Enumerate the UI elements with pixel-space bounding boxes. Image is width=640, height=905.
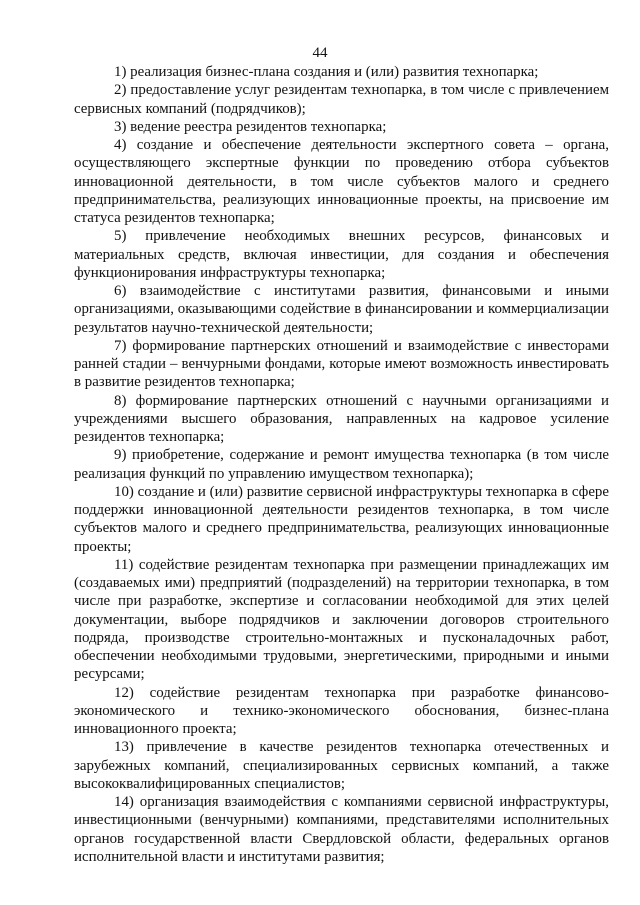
list-item-8: 8) формирование партнерских отношений с научными организациями и учреждениями высшего образования, направленных на кадровое усиление резидентов технопарка; [74,392,609,445]
list-item-13: 13) привлечение в качестве резидентов технопарка отечественных и зарубежных компаний, специализированных сервисных компаний, а также высококвалифицированных специалистов; [74,739,609,792]
list-item-7: 7) формирование партнерских отношений и взаимодействие с инвесторами ранней стадии – венчурными фондами, которые имеют возможность инвестировать в развитие резидентов технопарка; [74,337,609,391]
list-item-11: 11) содействие резидентам технопарка при размещении принадлежащих им (создаваемых ими) предприятий (подразделений) на территории технопарка, в том числе при разработке, экспертизе и согласовании необходимой для этих целей документации, выборе подрядчиков и заключении договоров строительного подряда, производстве строительно-монтажных и пусконаладочных работ, обеспечении необходимыми трудовыми, энергетическими, природными и иными ресурсами; [74,556,609,683]
list-item-1: 1) реализация бизнес-плана создания и (или) развития технопарка; [114,64,539,80]
list-item-4: 4) создание и обеспечение деятельности экспертного совета – органа, осуществляющего экспертные функции по проведению отбора субъектов инновационной деятельности, в том числе субъектов малого и среднего предпринимательства, реализующих инновационные проекты, на присвоение им статуса резидентов технопарка; [74,137,609,226]
list-item-9: 9) приобретение, содержание и ремонт имущества технопарка (в том числе реализация функций по управлению имуществом технопарка); [74,447,609,482]
list-item-2: 2) предоставление услуг резидентам технопарка, в том числе с привлечением сервисных компаний (подрядчиков); [74,82,609,117]
list-item-14: 14) организация взаимодействия с компаниями сервисной инфраструктуры, инвестиционными (венчурными) компаниями, представителями исполнительных органов государственной власти Свердловской области, федеральных органов исполнительной власти и институтами развития; [74,794,609,865]
list-item-5: 5) привлечение необходимых внешних ресурсов, финансовых и материальных средств, включая инвестиции, для создания и обеспечения функционирования инфраструктуры технопарка; [74,228,609,281]
document-body [74,63,609,866]
list-item-6: 6) взаимодействие с институтами развития, финансовыми и иными организациями, оказывающими содействие в финансировании и коммерциализации результатов научно-технической деятельности; [74,283,609,336]
page-number: 44 [312,45,328,61]
list-item-10: 10) создание и (или) развитие сервисной инфраструктуры технопарка в сфере поддержки инновационной деятельности резидентов технопарка, в том числе субъектов малого и среднего предпринимательства, реализующих инновационные проекты; [74,483,609,555]
list-item-3: 3) ведение реестра резидентов технопарка; [114,118,387,135]
list-item-12: 12) содействие резидентам технопарка при разработке финансово-экономического и технико-экономического обоснования, бизнес-плана инновационного проекта; [74,684,609,737]
